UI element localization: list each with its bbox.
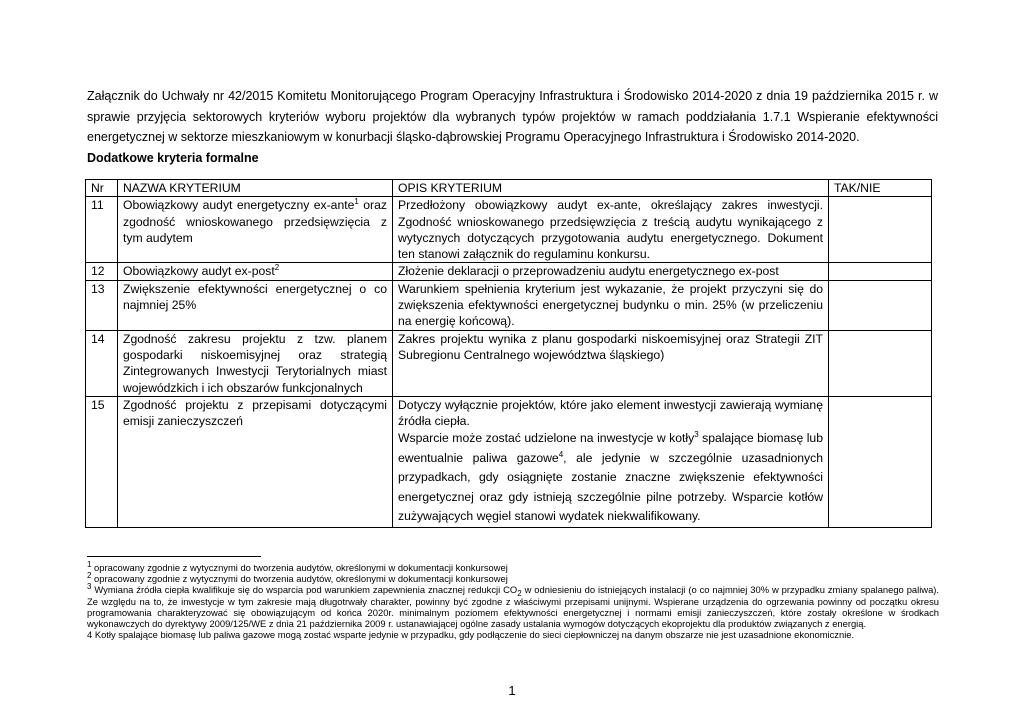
footnote-separator xyxy=(87,556,261,557)
footnote-text: opracowany zgodnie z wytycznymi do tworzenia audytów, określonymi w dokumentacji konkursowej xyxy=(91,562,508,573)
cell-nr: 15 xyxy=(86,396,118,527)
cell-yes-no xyxy=(829,396,932,527)
page-number: 1 xyxy=(508,683,516,698)
cell-name xyxy=(118,263,393,280)
description-text: spalające biomasę lub ewentualnie paliwa gazowe xyxy=(398,431,823,465)
table-row xyxy=(86,396,932,527)
footnote-mark: 2 xyxy=(87,571,92,581)
description-text: Wsparcie może zostać udzielone na inwestycje w kotły xyxy=(398,431,695,446)
cell-description: Warunkiem spełnienia kryterium jest wykazanie, że projekt przyczyni się do zwiększenia efektywności energetycznej budynku o min. 25% (w przeliczeniu na energię końcową). xyxy=(393,280,829,330)
footnote-1 xyxy=(87,559,939,573)
criteria-table xyxy=(85,179,932,528)
footnote-ref: 2 xyxy=(274,263,280,273)
cell-yes-no xyxy=(829,263,932,280)
footnote-text: Wymiana źródła ciepła kwalifikuje się do wsparcia pod warunkiem zapewnienia znacznej redukcji CO xyxy=(91,584,518,596)
cell-description: Złożenie deklaracji o przeprowadzeniu audytu energetycznego ex-post xyxy=(393,263,829,280)
name-text-cont: oraz zgodność wnioskowanego przedsięwzięcia z tym audytem xyxy=(123,198,387,245)
cell-name: Zwiększenie efektywności energetycznej o co najmniej 25% xyxy=(118,280,393,330)
cell-yes-no xyxy=(829,197,932,263)
intro-paragraph: Załącznik do Uchwały nr 42/2015 Komitetu Monitorującego Program Operacyjny Infrastruktura i Środowisko 2014-2020 z dnia 19 października 2015 r. w sprawie przyjęcia sektorowych kryteriów wyboru projektów dla wybranych typów projektów w ramach poddziałania 1.7.1 Wspieranie efektywności energetycznej w sektorze mieszkaniowym w konurbacji śląsko-dąbrowskiej Programu Operacyjnego Infrastruktura i Środowisko 2014-2020. xyxy=(87,89,938,144)
footnote-ref: 1 xyxy=(354,197,359,207)
table-row xyxy=(86,330,932,396)
cell-name xyxy=(118,197,393,263)
cell-description: Zakres projektu wynika z planu gospodarki niskoemisyjnej oraz Strategii ZIT Subregionu Centralnego województwa śląskiego) xyxy=(393,330,829,396)
header-description: OPIS KRYTERIUM xyxy=(393,180,829,197)
table-header-row xyxy=(86,180,932,197)
header-yes-no: TAK/NIE xyxy=(829,180,932,197)
footnotes xyxy=(87,559,940,641)
table-row xyxy=(86,197,932,263)
description-paragraph xyxy=(398,429,823,527)
cell-name: Zgodność projektu z przepisami dotyczącymi emisji zanieczyszczeń xyxy=(118,396,393,527)
footnote-4: 4 Kotły spalające biomasę lub paliwa gazowe mogą zostać wsparte jedynie w przypadku, gdy podłączenie do sieci ciepłowniczej na danym obszarze nie jest uzasadnione ekonomicznie. xyxy=(87,629,855,641)
cell-nr: 12 xyxy=(86,263,118,280)
footnote-ref: 4 xyxy=(558,449,564,459)
footnote-3 xyxy=(87,584,939,629)
footnote-ref: 3 xyxy=(694,430,699,440)
cell-nr: 11 xyxy=(86,197,118,263)
cell-nr: 13 xyxy=(86,280,118,330)
name-text: Obowiązkowy audyt energetyczny ex-ante xyxy=(123,198,355,213)
description-paragraph: Dotyczy wyłącznie projektów, które jako element inwestycji zawierają wymianę źródła ciepła. xyxy=(398,397,823,429)
footnote-text: opracowany zgodnie z wytycznymi do tworzenia audytów, określonymi w dokumentacji konkursowej xyxy=(91,573,508,585)
header-name: NAZWA KRYTERIUM xyxy=(118,180,393,197)
table-row xyxy=(86,263,932,280)
footnote-2 xyxy=(87,573,939,584)
footnote-text: w odniesieniu do istniejących instalacji (o co najmniej 30% w przypadku zmiany spalanego paliwa). Ze względu na to, że inwestycje w tym zakresie mają długotrwały charakter, powinny być zgodne z właściwymi przepisami unijnymi. Wspierane urządzenia do ogrzewania powinny od początku okresu programowania charakteryzować się obowiązującym od końca 2020r. minimalnym poziomem efektywności energetycznej i normami emisji zanieczyszczeń, które zostały określone w środkach wykonawczych do dyrektywy 2009/125/WE z dnia 21 października 2009 r. ustanawiającej ogólne zasady ustalania wymogów dotyczących ekoprojektu dla produktów związanych z energią. xyxy=(87,584,940,630)
section-heading: Dodatkowe kryteria formalne xyxy=(87,151,259,165)
cell-yes-no xyxy=(829,280,932,330)
cell-description: Przedłożony obowiązkowy audyt ex-ante, określający zakres inwestycji. Zgodność wnioskowanego przedsięwzięcia z treścią audytu wynikającego z wytycznych dotyczących przygotowania audytu energetycznego. Dokument ten stanowi załącznik do regulaminu konkursu. xyxy=(393,197,829,263)
description-text: , ale jedynie w szczególnie uzasadnionych przypadkach, gdy osiągnięte zostanie znaczne zwiększenie efektywności energetycznej oraz gdy istnieją szczególnie pilne potrzeby. Wsparcie kotłów zużywających węgiel stanowi wydatek niekwalifikowany. xyxy=(398,450,823,524)
header-nr: Nr xyxy=(86,180,118,197)
cell-yes-no xyxy=(829,330,932,396)
subscript: 2 xyxy=(517,589,522,599)
footnote-mark: 3 xyxy=(87,582,92,592)
cell-name: Zgodność zakresu projektu z tzw. planem gospodarki niskoemisyjnej oraz strategią Zintegrowanych Inwestycji Terytorialnych miast wojewódzkich i ich obszarów funkcjonalnych xyxy=(118,330,393,396)
table-row xyxy=(86,280,932,330)
footnote-mark: 1 xyxy=(87,559,92,569)
cell-nr: 14 xyxy=(86,330,118,396)
cell-description xyxy=(393,396,829,527)
name-text: Obowiązkowy audyt ex-post xyxy=(123,264,275,279)
